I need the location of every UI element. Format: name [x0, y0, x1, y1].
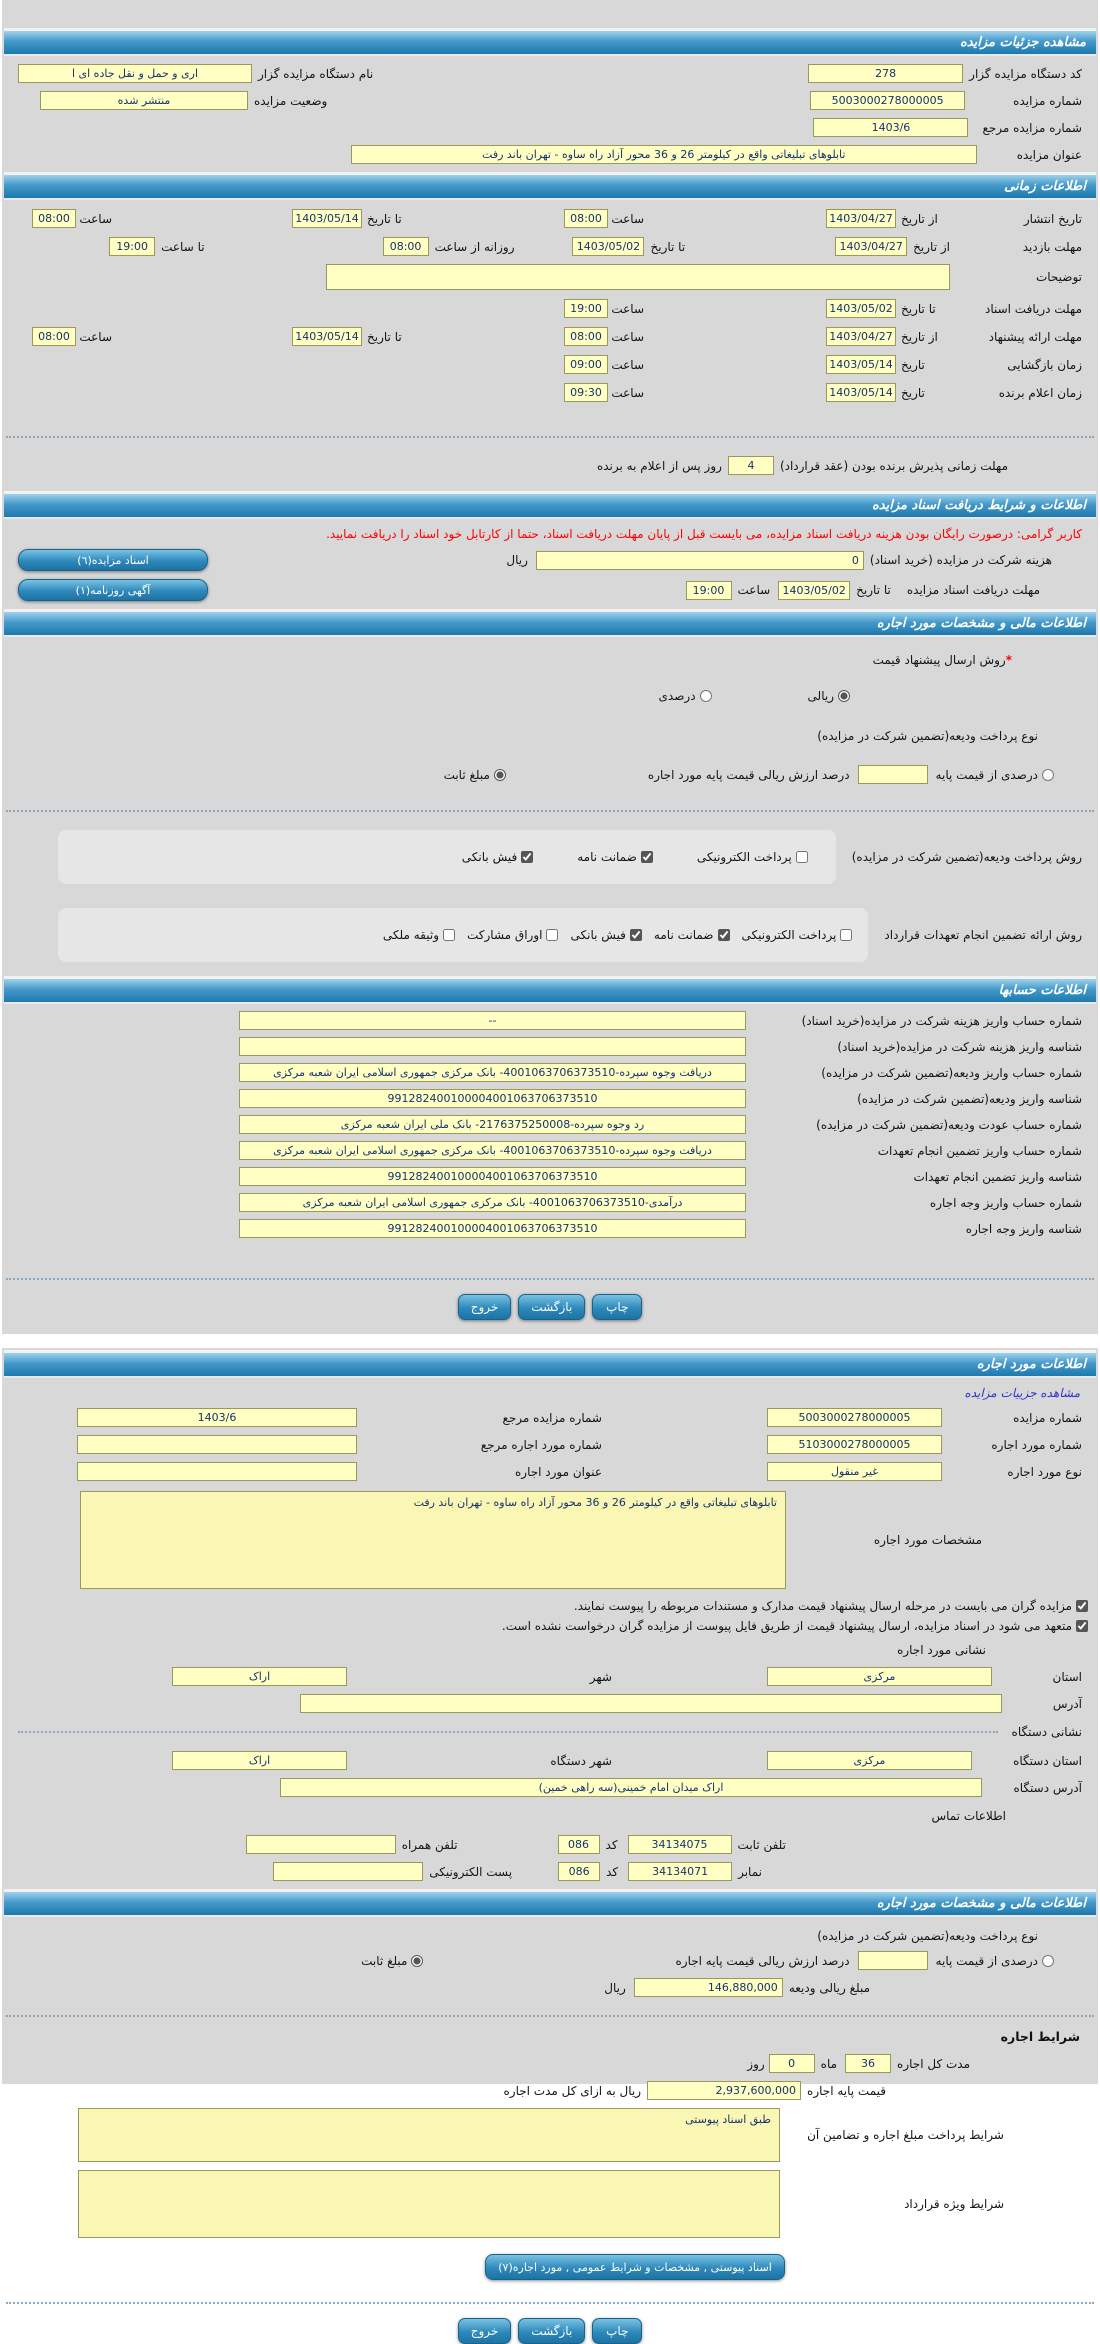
winner-time[interactable]: 09:30	[564, 383, 608, 402]
item-title-label: عنوان مورد اجاره	[514, 1464, 602, 1479]
org-label: نام دستگاه مزایده گزار	[258, 66, 374, 81]
pay-method-label: روش پرداخت ودیعه(تضمین شرکت در مزایده)	[851, 850, 1082, 864]
row-org-address	[18, 1778, 1082, 1797]
auction-title-field[interactable]: تابلوهای تبلیغاتی واقع در کیلومتر 26 و 36 محور آزاد راه ساوه - تهران باند رفت	[351, 145, 977, 164]
account-row	[18, 1193, 1082, 1212]
notice2-checkbox[interactable]	[1076, 1620, 1088, 1632]
city-label: شهر	[589, 1669, 612, 1684]
percent-of-base2-option[interactable]	[936, 1954, 1054, 1968]
publish-from-hour-label: ساعت	[611, 211, 644, 226]
row-notes	[18, 264, 1082, 290]
percent-radio-label: درصدی	[658, 689, 696, 703]
required-asterisk: *	[1005, 653, 1012, 667]
opening-label: زمان بازگشایی	[1007, 357, 1082, 372]
rial-radio-label: ریالی	[807, 689, 834, 703]
status-badge: منتشر شده	[40, 91, 248, 110]
auction-ref-label: شماره مزایده مرجع	[502, 1410, 602, 1425]
docs-deadline2-hour-label: ساعت	[737, 583, 771, 597]
fixed-amount-option[interactable]	[444, 768, 506, 782]
guarantee-method-label: روش ارائه تضمین انجام تعهدات قرارداد	[884, 928, 1082, 942]
row-province-city	[18, 1667, 1082, 1686]
row-docs-deadline2	[18, 579, 1082, 601]
row-special-terms	[18, 2170, 1082, 2238]
guar-guarantee-letter-label: ضمانت نامه	[653, 928, 714, 942]
guar-electronic-label: پرداخت الکترونیکی	[741, 928, 837, 942]
print-button[interactable]: چاپ	[592, 1294, 642, 1320]
row-duration	[18, 2054, 1082, 2073]
back-button[interactable]: بازگشت	[518, 1294, 585, 1320]
offer-to-date[interactable]: 1403/05/14	[292, 327, 362, 346]
pay-bank-slip-checkbox[interactable]	[521, 851, 533, 863]
dotted-divider	[6, 436, 1094, 438]
province-field[interactable]: مرکزی	[767, 1667, 992, 1686]
row-contact-section	[18, 1809, 1082, 1823]
visit-daily-from-label: روزانه از ساعت	[434, 239, 515, 254]
address-label: آدرس	[1052, 1696, 1082, 1711]
row-payment-terms	[18, 2108, 1082, 2162]
row-guarantee-method	[18, 908, 1082, 962]
account-label: شماره حساب واریز هزینه شرکت در مزایده(خرید اسناد)	[801, 1013, 1082, 1028]
docs-deadline2-time[interactable]: 19:00	[686, 581, 732, 600]
percent-radio[interactable]	[700, 690, 712, 702]
account-row	[18, 1037, 1082, 1056]
row-auction-no	[18, 1408, 1082, 1427]
code-field[interactable]: 278	[808, 64, 963, 83]
row-title	[18, 145, 1082, 164]
auction-no-field[interactable]: 5003000278000005	[767, 1408, 942, 1427]
percent-of-base-suffix: درصد ارزش ریالی قیمت پایه مورد اجاره	[647, 767, 850, 782]
row-specs	[18, 1491, 1082, 1589]
item-ref-label: شماره مورد اجاره مرجع	[480, 1437, 602, 1452]
acceptance-days-field[interactable]: 4	[728, 456, 774, 475]
publish-from-label: از تاریخ	[901, 211, 938, 226]
guar-bonds-checkbox[interactable]	[546, 929, 558, 941]
rial-radio-option[interactable]	[808, 689, 850, 703]
docs-deadline2-label: مهلت دریافت اسناد مزایده	[906, 583, 1040, 597]
publish-from-date[interactable]: 1403/04/27	[826, 209, 896, 228]
offer-from-hour-label: ساعت	[611, 329, 644, 344]
percent-of-base2-radio[interactable]	[1042, 1955, 1054, 1967]
base-price-field[interactable]: 2,937,600,000	[647, 2081, 801, 2100]
row-fax	[18, 1862, 1082, 1881]
pay-guarantee-letter-label: ضمانت نامه	[577, 850, 637, 864]
guar-electronic-option[interactable]	[742, 928, 853, 942]
visit-to-date[interactable]: 1403/05/02	[572, 237, 644, 256]
rental-address-section-label: نشانی مورد اجاره	[897, 1643, 986, 1657]
deposit-type-label: نوع پرداخت ودیعه(تضمین شرکت در مزایده)	[817, 729, 1038, 743]
guar-electronic-checkbox[interactable]	[840, 929, 852, 941]
org-address-label: آدرس دستگاه	[1013, 1780, 1082, 1795]
notice1-checkbox[interactable]	[1076, 1600, 1088, 1612]
opening-date[interactable]: 1403/05/14	[826, 355, 896, 374]
org-city-label: شهر دستگاه	[550, 1753, 612, 1768]
account-field[interactable]: 991282400100004001063706373510	[239, 1167, 746, 1186]
deposit-amount-field[interactable]: 146,880,000	[634, 1978, 783, 1997]
pay-electronic-option[interactable]	[697, 850, 808, 864]
phone-label: تلفن ثابت	[737, 1837, 786, 1852]
publish-to-time[interactable]: 08:00	[32, 209, 76, 228]
email-field[interactable]	[273, 1862, 423, 1881]
row-offer-dates	[18, 327, 1082, 346]
pay-bank-slip-label: فیش بانکی	[461, 850, 518, 864]
visit-from-label: از تاریخ	[913, 239, 950, 254]
notice1-label: مزایده گران می بایست در مرحله ارسال پیشنهاد قیمت مدارک و مستندات مربوطه را پیوست نمایند.	[573, 1599, 1072, 1613]
notice2-label: متعهد می شود در اسناد مزایده، ارسال پیشنهاد قیمت از طریق فایل پیوست از مزایده گران درخواست نشده است.	[501, 1619, 1072, 1633]
guar-bonds-option[interactable]	[467, 928, 558, 942]
row-deposit-type-options	[18, 765, 1082, 784]
duration-days-field[interactable]: 0	[769, 2054, 815, 2073]
row-method-label	[18, 653, 1082, 667]
city-field[interactable]: اراک	[172, 1667, 347, 1686]
auction-docs-button[interactable]: اسناد مزایده(٦)	[18, 549, 208, 571]
account-field[interactable]: 991282400100004001063706373510	[239, 1089, 746, 1108]
notice2-option[interactable]	[502, 1619, 1088, 1633]
notice1-option[interactable]	[574, 1599, 1088, 1613]
row-visit-dates	[18, 237, 1082, 256]
dotted-divider	[6, 810, 1094, 812]
guar-guarantee-letter-option[interactable]	[654, 928, 730, 942]
price-method-label: روش ارسال پیشنهاد قیمت	[872, 653, 1006, 667]
guar-bank-slip-label: فیش بانکی	[570, 928, 626, 942]
guar-bank-slip-option[interactable]	[570, 928, 641, 942]
percent-of-base2-label: درصدی از قیمت پایه	[935, 1953, 1038, 1968]
docs-hour-label: ساعت	[611, 301, 644, 316]
phone-code-field[interactable]: 086	[558, 1835, 600, 1854]
visit-until-label: تا ساعت	[161, 239, 205, 254]
contact-section-label: اطلاعات تماس	[931, 1809, 1006, 1823]
pay-guarantee-letter-option[interactable]	[577, 850, 653, 864]
pay-bank-slip-option[interactable]	[462, 850, 533, 864]
publish-label: تاریخ انتشار	[1023, 211, 1082, 226]
account-label: شناسه واریز وجه اجاره	[965, 1221, 1082, 1236]
visit-daily-from-time[interactable]: 08:00	[383, 237, 429, 256]
row-publish-dates	[18, 209, 1082, 228]
row-attachments	[172, 2254, 1098, 2280]
row-addr-section	[18, 1643, 1082, 1657]
visit-to-label: تا تاریخ	[650, 239, 686, 254]
docs-deadline-label: مهلت دریافت اسناد	[984, 301, 1082, 316]
payment-terms-label: شرایط پرداخت مبلغ اجاره و تضامین آن	[807, 2128, 1004, 2142]
dotted-divider	[18, 1731, 998, 1733]
duration-months-field[interactable]: 36	[845, 2054, 891, 2073]
org-province-label: استان دستگاه	[1013, 1753, 1082, 1768]
print-button[interactable]: چاپ	[592, 2318, 642, 2344]
province-label: استان	[1052, 1669, 1082, 1684]
status-label: وضعیت مزایده	[254, 93, 328, 108]
guar-guarantee-letter-checkbox[interactable]	[718, 929, 730, 941]
bottom-action-buttons	[2, 2318, 1098, 2344]
auction-number-field[interactable]: 5003000278000005	[810, 91, 965, 110]
row-org-province-city	[18, 1751, 1082, 1770]
row-ref	[18, 118, 1082, 137]
row-deposit-type-label	[18, 729, 1082, 743]
docs-to-label: تا تاریخ	[901, 301, 936, 316]
item-no-label: شماره مورد اجاره	[991, 1437, 1082, 1452]
percent-of-base-radio[interactable]	[1042, 769, 1054, 781]
guar-bonds-label: اوراق مشارکت	[467, 928, 543, 942]
percent-of-base2-suffix: درصد ارزش ریالی قیمت پایه اجاره	[675, 1953, 850, 1968]
item-no-field[interactable]: 5103000278000005	[767, 1435, 942, 1454]
docs-to-date[interactable]: 1403/05/02	[826, 299, 896, 318]
item-title-field[interactable]	[77, 1462, 357, 1481]
opening-time[interactable]: 09:00	[564, 355, 608, 374]
account-field[interactable]	[239, 1037, 746, 1056]
phone-field[interactable]: 34134075	[628, 1835, 732, 1854]
fee-label: هزینه شرکت در مزایده (خرید اسناد)	[869, 553, 1052, 567]
visit-from-date[interactable]: 1403/04/27	[835, 237, 907, 256]
newspaper-ad-button[interactable]: آگهی روزنامه(١)	[18, 579, 208, 601]
account-field[interactable]: 991282400100004001063706373510	[239, 1219, 746, 1238]
base-price-suffix: ریال به ازای کل مدت اجاره	[503, 2083, 642, 2098]
payment-terms-textarea[interactable]: طبق اسناد پیوستی	[78, 2108, 780, 2162]
docs-deadline2-to-label: تا تاریخ	[856, 583, 891, 597]
auction-ref-field[interactable]: 1403/6	[77, 1408, 357, 1427]
docs-deadline2-date[interactable]: 1403/05/02	[778, 581, 850, 600]
row-pay-method	[18, 830, 1082, 884]
offer-from-label: از تاریخ	[901, 329, 938, 344]
account-label: شناسه واریز هزینه شرکت در مزایده(خرید اسناد)	[837, 1039, 1082, 1054]
section-header-financial2: اطلاعات مالی و مشخصات مورد اجاره	[4, 1889, 1096, 1917]
opening-date-label: تاریخ	[901, 357, 925, 372]
months-label: ماه	[820, 2056, 838, 2071]
base-price-label: قیمت پایه اجاره	[807, 2083, 886, 2098]
docs-warning-text: کاربر گرامی: درصورت رایگان بودن هزینه دریافت اسناد مزایده، می بایست قبل از پایان مهلت دریافت اسناد، حتما از کارتابل خود اسناد را دریافت نمایید.	[326, 527, 1082, 541]
row-phone	[18, 1835, 1082, 1854]
item-ref-field[interactable]	[77, 1435, 357, 1454]
section-header-docs: اطلاعات و شرایط دریافت اسناد مزایده	[4, 491, 1096, 519]
account-row	[18, 1063, 1082, 1082]
special-terms-label: شرایط ویژه قرارداد	[904, 2197, 1004, 2211]
specs-label: مشخصات مورد اجاره	[873, 1533, 982, 1547]
account-row	[18, 1089, 1082, 1108]
account-row	[18, 1115, 1082, 1134]
winner-hour-label: ساعت	[611, 385, 644, 400]
mobile-field[interactable]	[246, 1835, 396, 1854]
account-row	[18, 1011, 1082, 1030]
ref-number-field[interactable]: 1403/6	[813, 118, 968, 137]
offer-label: مهلت ارائه پیشنهاد	[988, 329, 1082, 344]
publish-to-hour-label: ساعت	[79, 211, 112, 226]
acceptance-suffix: روز پس از اعلام به برنده	[596, 458, 722, 473]
account-field[interactable]: رد وجوه سپرده-2176375250008- بانک ملی ایران شعبه مرکزی	[239, 1115, 746, 1134]
row-method-options	[18, 689, 1082, 703]
row-org-addr-section	[18, 1725, 1082, 1739]
email-label: پست الکترونیکی	[429, 1864, 513, 1879]
offer-to-time[interactable]: 08:00	[32, 327, 76, 346]
exit-button[interactable]: خروج	[458, 2318, 512, 2344]
row-details-link	[20, 1386, 1080, 1400]
pay-electronic-checkbox[interactable]	[796, 851, 808, 863]
account-label: شماره حساب واریز تضمین انجام تعهدات	[877, 1143, 1082, 1158]
dotted-divider	[6, 2015, 1094, 2017]
notes-label: توضیحات	[1035, 270, 1082, 284]
org-city-field[interactable]: اراک	[172, 1751, 347, 1770]
account-label: شماره حساب واریز وجه اجاره	[929, 1195, 1082, 1210]
opening-hour-label: ساعت	[611, 357, 644, 372]
row-deposit-type2-label	[18, 1929, 1082, 1943]
section-header-accounts: اطلاعات حسابها	[4, 976, 1096, 1004]
publish-to-date[interactable]: 1403/05/14	[292, 209, 362, 228]
auction-number-label: شماره مزایده	[1013, 93, 1082, 108]
account-label: شماره حساب واریز ودیعه(تضمین شرکت در مزایده)	[821, 1065, 1082, 1080]
fax-label: نمابر	[738, 1864, 762, 1879]
guar-bank-slip-checkbox[interactable]	[630, 929, 642, 941]
deposit-type2-label: نوع پرداخت ودیعه(تضمین شرکت در مزایده)	[817, 1929, 1038, 1943]
section-separator	[2, 1334, 1098, 1348]
rial-radio[interactable]	[838, 690, 850, 702]
account-field[interactable]: --	[239, 1011, 746, 1030]
row-acceptance-period	[18, 456, 1082, 475]
item-type-field[interactable]: غیر منقول	[767, 1462, 942, 1481]
item-type-label: نوع مورد اجاره	[1007, 1464, 1082, 1479]
address-field[interactable]	[300, 1694, 1002, 1713]
fixed-amount-label: مبلغ ثابت	[443, 767, 490, 782]
dotted-divider	[6, 2302, 1094, 2304]
deposit-amount-label: مبلغ ریالی ودیعه	[788, 1980, 870, 1995]
account-field[interactable]: درآمدی-4001063706373510- بانک مرکزی جمهوری اسلامی ایران شعبه مرکزی	[239, 1193, 746, 1212]
account-row	[18, 1167, 1082, 1186]
auction-no-label: شماره مزایده	[1013, 1410, 1082, 1425]
days-label: روز	[747, 2056, 765, 2071]
org-field[interactable]: اری و حمل و نقل جاده ای ا	[18, 64, 252, 83]
org-province-field[interactable]: مرکزی	[767, 1751, 972, 1770]
percent-of-base2-field[interactable]	[858, 1951, 928, 1970]
offer-to-hour-label: ساعت	[79, 329, 112, 344]
mid-action-buttons	[2, 1294, 1098, 1320]
specs-textarea[interactable]: تابلوهای تبلیغاتی واقع در کیلومتر 26 و 36 محور آزاد راه ساوه - تهران باند رفت	[80, 1491, 786, 1589]
auction-title-label: عنوان مزایده	[1016, 147, 1082, 162]
lease-terms-title: شرایط اجاره	[1000, 2029, 1080, 2044]
fax-code-label: کد	[606, 1864, 619, 1879]
row-code-org	[18, 64, 1082, 83]
acceptance-label: مهلت زمانی پذیرش برنده بودن (عقد قرارداد)	[779, 458, 1008, 473]
fax-field[interactable]: 34134071	[628, 1862, 732, 1881]
fixed-amount2-label: مبلغ ثابت	[361, 1953, 408, 1968]
row-opening-time	[18, 355, 1082, 374]
duration-label: مدت کل اجاره	[897, 2056, 970, 2071]
pay-guarantee-letter-checkbox[interactable]	[641, 851, 653, 863]
guarantee-options-group	[58, 908, 868, 962]
row-item-type	[18, 1462, 1082, 1481]
account-field[interactable]: دریافت وجوه سپرده-4001063706373510- بانک مرکزی جمهوری اسلامی ایران شعبه مرکزی	[239, 1063, 746, 1082]
guar-property-option[interactable]	[383, 928, 455, 942]
section-header-timing: اطلاعات زمانی	[4, 172, 1096, 200]
offer-to-label: تا تاریخ	[367, 329, 402, 344]
account-label: شناسه واریز تضمین انجام تعهدات	[913, 1169, 1082, 1184]
guar-property-checkbox[interactable]	[443, 929, 455, 941]
offer-from-time[interactable]: 08:00	[564, 327, 608, 346]
publish-to-label: تا تاریخ	[367, 211, 402, 226]
view-auction-details-link[interactable]: مشاهده جزییات مزایده	[964, 1386, 1080, 1400]
row-deposit-amount	[18, 1978, 1082, 1997]
row-base-price	[18, 2081, 1082, 2100]
fee-unit-label: ریال	[506, 553, 528, 567]
section-header-rental: اطلاعات مورد اجاره	[4, 1350, 1096, 1378]
deposit-unit-label: ریال	[604, 1980, 626, 1995]
pay-method-options-group	[58, 830, 836, 884]
account-label: شماره حساب عودت ودیعه(تضمین شرکت در مزایده)	[816, 1117, 1082, 1132]
percent-radio-option[interactable]	[659, 689, 712, 703]
visit-label: مهلت بازدید	[1022, 239, 1082, 254]
phone-code-label: کد	[605, 1837, 618, 1852]
ref-number-label: شماره مزایده مرجع	[982, 120, 1082, 135]
attachments-button[interactable]: اسناد پیوستی , مشخصات و شرایط عمومی , مورد اجاره(٧)	[485, 2254, 785, 2280]
account-field[interactable]: دریافت وجوه سپرده-4001063706373510- بانک مرکزی جمهوری اسلامی ایران شعبه مرکزی	[239, 1141, 746, 1160]
fee-field[interactable]: 0	[536, 551, 864, 570]
row-deposit-type2-options	[18, 1951, 1082, 1970]
publish-from-time[interactable]: 08:00	[564, 209, 608, 228]
special-terms-textarea[interactable]	[78, 2170, 780, 2238]
account-label: شناسه واریز ودیعه(تضمین شرکت در مزایده)	[857, 1091, 1082, 1106]
row-winner-time	[18, 383, 1082, 402]
org-address-section-label: نشانی دستگاه	[1011, 1725, 1082, 1739]
row-notice2	[12, 1619, 1088, 1633]
offer-from-date[interactable]: 1403/04/27	[826, 327, 896, 346]
section-header-auction-details: مشاهده جزئیات مزایده	[4, 28, 1096, 56]
row-fee	[18, 549, 1082, 571]
docs-time[interactable]: 19:00	[564, 299, 608, 318]
fixed-amount2-radio[interactable]	[411, 1955, 423, 1967]
org-address-field[interactable]: اراک میدان امام خمینی(سه راهی خمین)	[280, 1778, 982, 1797]
back-button[interactable]: بازگشت	[518, 2318, 585, 2344]
account-row	[18, 1141, 1082, 1160]
notes-field[interactable]	[326, 264, 950, 290]
row-address	[18, 1694, 1082, 1713]
row-docs-deadline	[18, 299, 1082, 318]
percent-of-base-label: درصدی از قیمت پایه	[935, 767, 1038, 782]
percent-of-base-option[interactable]	[936, 768, 1054, 782]
account-row	[18, 1219, 1082, 1238]
section-header-financial1: اطلاعات مالی و مشخصات مورد اجاره	[4, 609, 1096, 637]
code-label: کد دستگاه مزایده گزار	[969, 66, 1082, 81]
fixed-amount2-option[interactable]	[361, 1954, 423, 1968]
row-item-no	[18, 1435, 1082, 1454]
guar-property-label: وثیقه ملکی	[382, 928, 440, 942]
exit-button[interactable]: خروج	[458, 1294, 512, 1320]
winner-date[interactable]: 1403/05/14	[826, 383, 896, 402]
visit-daily-to-time[interactable]: 19:00	[109, 237, 155, 256]
row-number-status	[18, 91, 1082, 110]
fixed-amount-radio[interactable]	[494, 769, 506, 781]
percent-of-base-field[interactable]	[858, 765, 928, 784]
fax-code-field[interactable]: 086	[558, 1862, 600, 1881]
winner-label: زمان اعلام برنده	[998, 385, 1082, 400]
mobile-label: تلفن همراه	[401, 1837, 458, 1852]
row-notice1	[12, 1599, 1088, 1613]
dotted-divider	[6, 1278, 1094, 1280]
pay-electronic-label: پرداخت الکترونیکی	[696, 850, 792, 864]
winner-date-label: تاریخ	[901, 385, 925, 400]
